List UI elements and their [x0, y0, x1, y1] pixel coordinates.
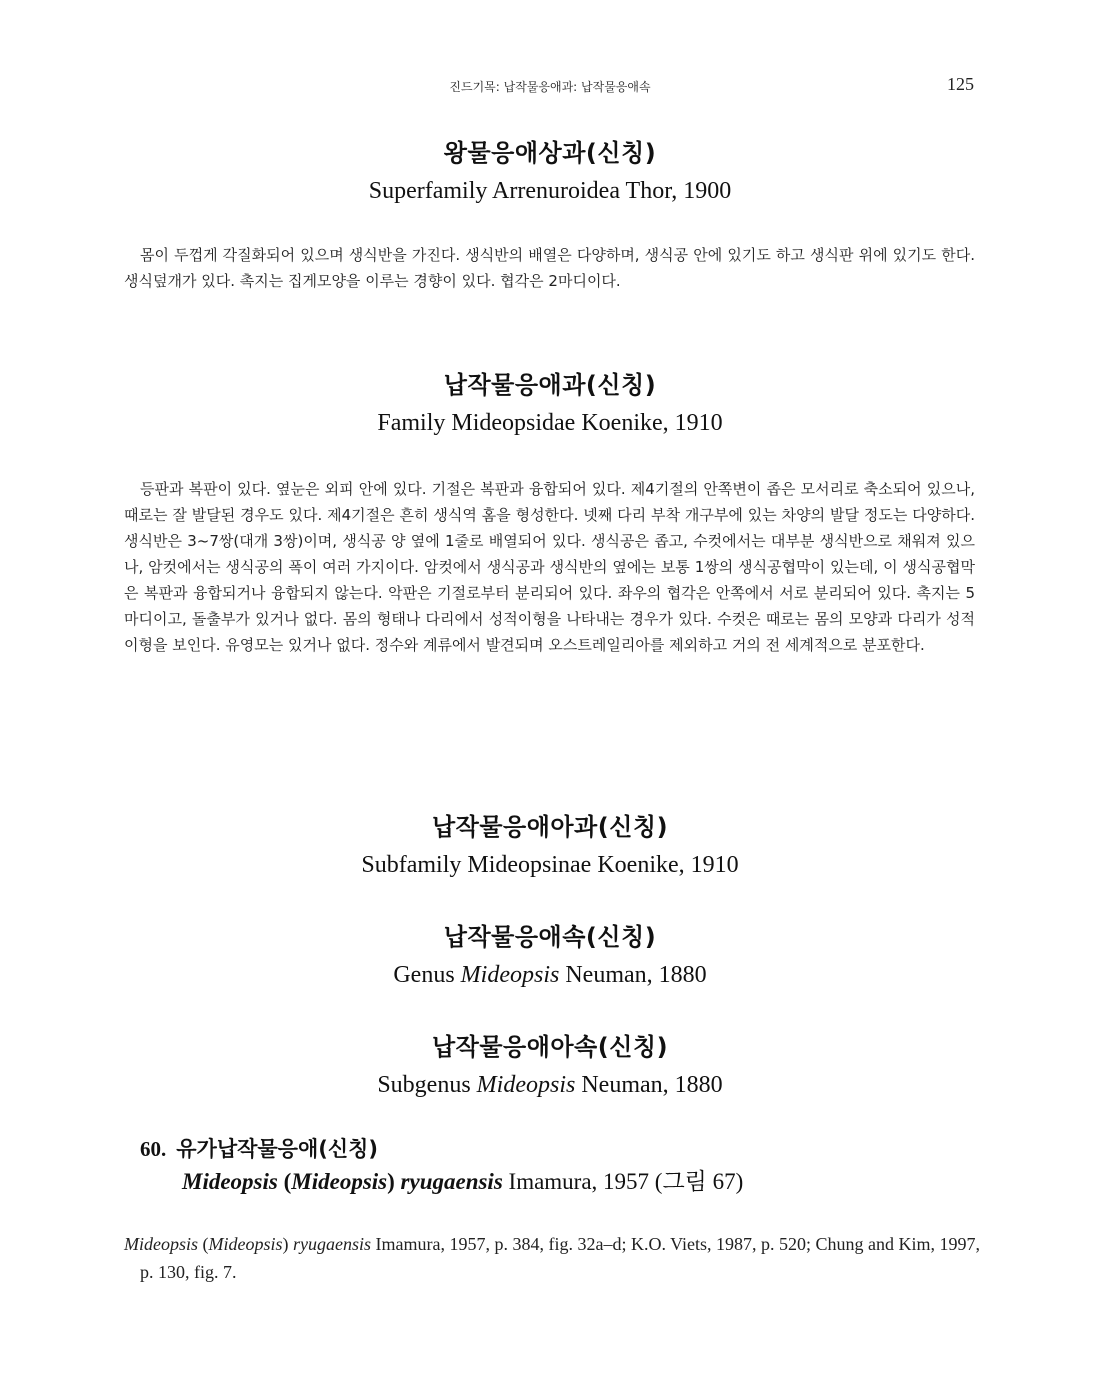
subgenus-english-title — [0, 1070, 1100, 1100]
species-reference — [124, 1230, 992, 1286]
reference-close: ) — [282, 1234, 293, 1254]
subfamily-heading — [0, 812, 1100, 880]
subgenus-prefix: Subgenus — [377, 1072, 477, 1098]
subgenus-korean-title: 납작물응애아속(신칭) — [431, 1033, 669, 1061]
superfamily-english-title: Superfamily Arrenuroidea Thor, 1900 — [368, 178, 732, 204]
species-authority: Imamura, 1957 (그림 67) — [502, 1169, 744, 1194]
genus-name: Mideopsis — [460, 962, 560, 988]
reference-epithet: ryugaensis — [293, 1234, 371, 1254]
genus-prefix: Genus — [393, 962, 461, 988]
species-korean-name — [140, 1134, 980, 1164]
species-korean-title: 유가납작물응애(신칭) — [176, 1137, 379, 1161]
genus-heading — [0, 922, 1100, 990]
family-korean-title: 납작물응애과(신칭) — [443, 371, 657, 399]
superfamily-heading — [0, 138, 1100, 206]
reference-genus: Mideopsis — [124, 1234, 198, 1254]
subgenus-name: Mideopsis — [476, 1072, 576, 1098]
subgenus-heading — [0, 1032, 1100, 1100]
reference-citations: Imamura, 1957, p. 384, fig. 32a–d; K.O. Viets, 1987, p. 520; Chung and Kim, 1997, p. 130, fig. 7. — [140, 1234, 981, 1282]
family-description: 등판과 복판이 있다. 옆눈은 외피 안에 있다. 기절은 복판과 융합되어 있다. 제4기절의 안쪽변이 좁은 모서리로 축소되어 있으나, 때로는 잘 발달된 경우도 있다. 제4기절은 흔히 생식역 홈을 형성한다. 넷째 다리 부착 개구부에 있는 차양의 발달 정도는 다양하다. 생식반은 3~7쌍(대개 3쌍)이며, 생식공 양 옆에 1줄로 배열되어 있다. 생식공은 좁고, 수컷에서는 대부분 생식반으로 채워져 있으나, 암컷에서는 생식공의 폭이 여러 가지이다. 암컷에서 생식공과 생식반의 옆에는 보통 1쌍의 생식공협막이 있는데, 이 생식공협막은 복판과 융합되거나 융합되지 않는다. 악판은 기절로부터 분리되어 있다. 좌우의 협각은 안쪽에서 서로 분리되어 있다. 촉지는 5마디이고, 돌출부가 있거나 없다. 몸의 형태나 다리에서 성적이형을 나타내는 경우가 있다. 수컷은 때로는 몸의 모양과 다리가 성적이형을 보인다. 유영모는 있거나 없다. 정수와 계류에서 발견되며 오스트레일리아를 제외하고 거의 전 세계적으로 분포한다. — [124, 480, 975, 654]
species-scientific-name — [182, 1166, 980, 1198]
subfamily-english-title: Subfamily Mideopsinae Koenike, 1910 — [361, 852, 739, 878]
family-heading — [0, 370, 1100, 438]
species-subgenus: Mideopsis — [291, 1169, 388, 1194]
species-epithet: ryugaensis — [400, 1169, 503, 1194]
species-subgenus-open: ( — [277, 1169, 292, 1194]
reference-open: ( — [198, 1234, 209, 1254]
species-genus: Mideopsis — [182, 1169, 278, 1194]
running-header: 진드기목: 납작물응애과: 납작물응애속 — [449, 80, 651, 94]
family-english-title: Family Mideopsidae Koenike, 1910 — [377, 410, 723, 436]
species-number: 60. — [140, 1137, 167, 1161]
subfamily-korean-title: 납작물응애아과(신칭) — [431, 813, 669, 841]
species-subgenus-close: ) — [387, 1169, 401, 1194]
species-entry — [140, 1134, 980, 1198]
genus-authority: Neuman, 1880 — [559, 962, 707, 988]
page-number: 125 — [947, 74, 974, 94]
subgenus-authority: Neuman, 1880 — [575, 1072, 723, 1098]
genus-english-title — [0, 960, 1100, 990]
reference-subgenus: Mideopsis — [208, 1234, 283, 1254]
superfamily-description: 몸이 두껍게 각질화되어 있으며 생식반을 가진다. 생식반의 배열은 다양하며, 생식공 안에 있기도 하고 생식판 위에 있기도 한다. 생식덮개가 있다. 촉지는 집게모양을 이루는 경향이 있다. 협각은 2마디이다. — [124, 246, 975, 290]
genus-korean-title: 납작물응애속(신칭) — [443, 923, 657, 951]
superfamily-korean-title: 왕물응애상과(신칭) — [443, 139, 657, 167]
